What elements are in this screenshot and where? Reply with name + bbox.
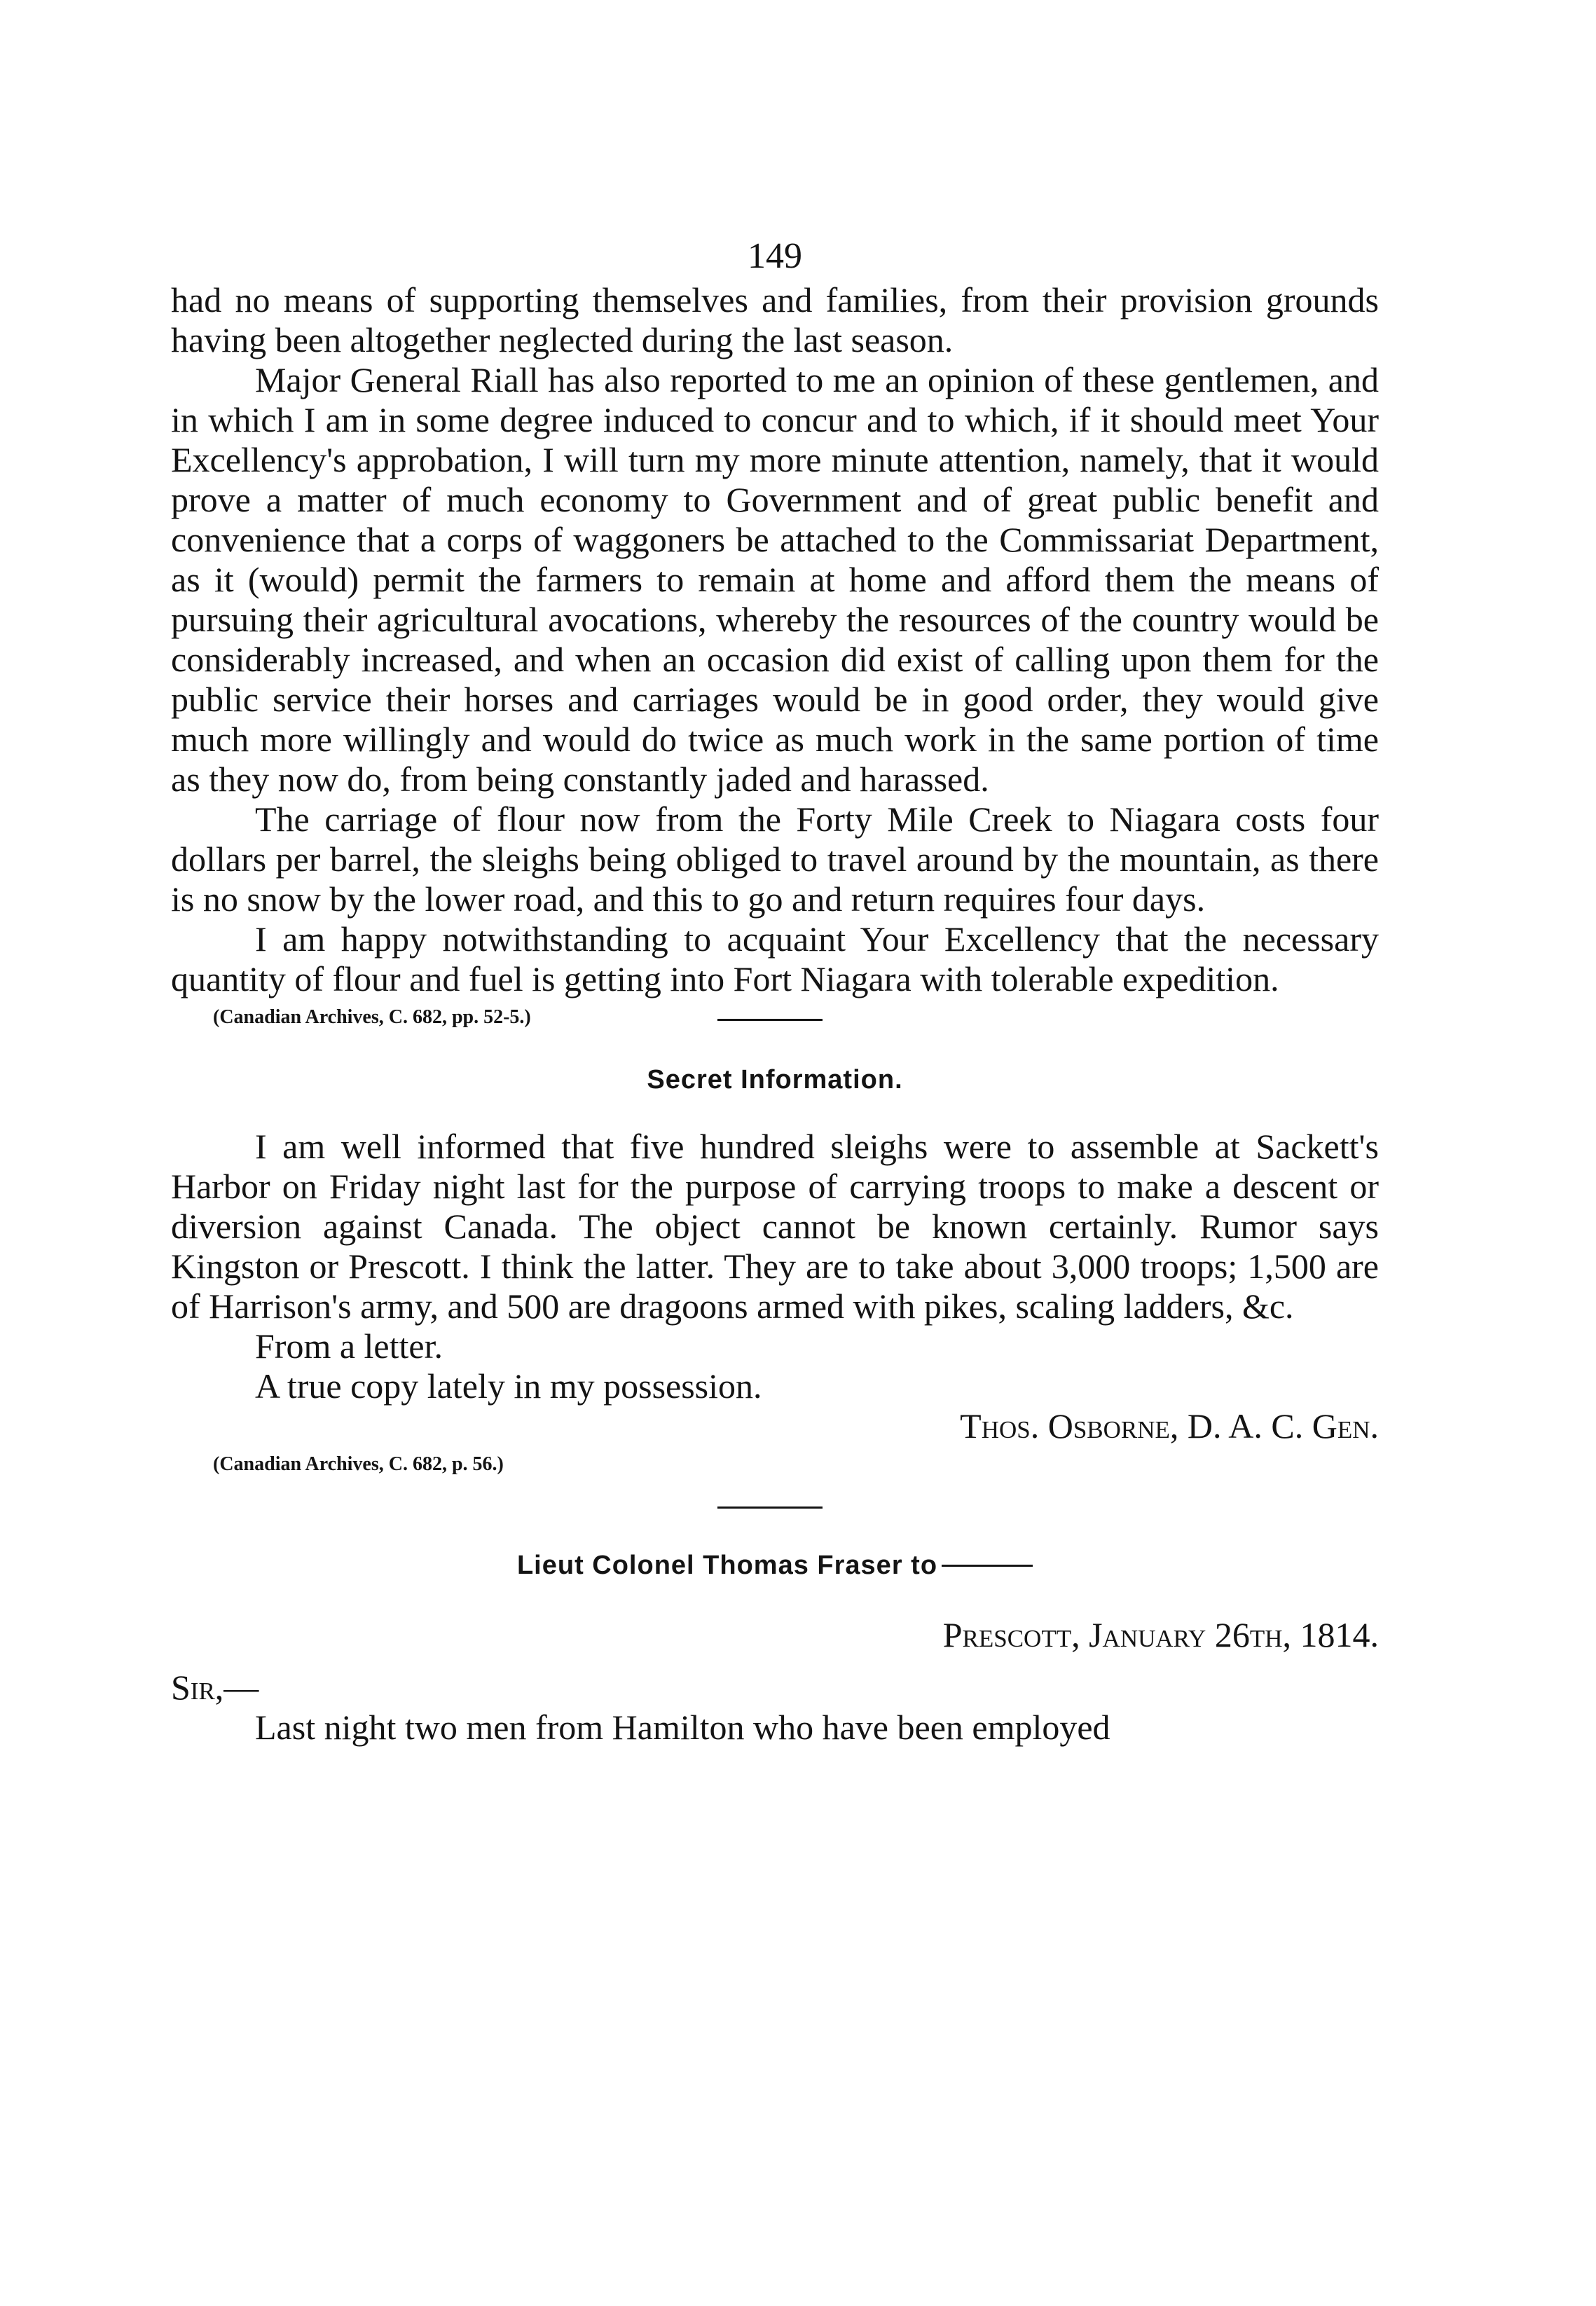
salutation: Sir,—: [171, 1668, 259, 1707]
signature: Thos. Osborne, D. A. C. Gen.: [960, 1406, 1379, 1446]
paragraph-last-night: Last night two men from Hamilton who have been employed: [255, 1708, 1110, 1747]
section-divider: [717, 1019, 823, 1021]
paragraph-from-letter: From a letter.: [255, 1326, 443, 1366]
section-heading-secret-information: Secret Information.: [647, 1065, 903, 1094]
page-number: 149: [748, 236, 802, 276]
archive-citation: (Canadian Archives, C. 682, pp. 52-5.): [213, 1006, 531, 1028]
paragraph-flour-carriage: The carriage of flour now from the Forty Mile Creek to Niagara costs four dollars per barrel, the sleighs being obliged to travel around by the mountain, as there is no snow by the lower road, and this to go and return requires four days.: [171, 799, 1379, 919]
document-page: [171, 0, 1379, 2306]
section-heading-fraser: [171, 1542, 1379, 1586]
paragraph-sleighs: I am well informed that five hundred sleighs were to assemble at Sackett's Harbor on Friday night last for the purpose of carrying troops to make a descent or diversion against Canada. The object cannot be known certainly. Rumor says Kingston or Prescott. I think the latter. They are to take about 3,000 troops; 1,500 are of Harrison's army, and 500 are dragoons armed with pikes, scaling ladders, &c.: [171, 1127, 1379, 1326]
dateline: Prescott, January 26th, 1814.: [942, 1615, 1379, 1654]
letter-heading-text: Lieut Colonel Thomas Fraser to: [516, 1551, 938, 1580]
body-text: [171, 280, 1379, 1748]
paragraph-riall-report: Major General Riall has also reported to me an opinion of these gentlemen, and in which I am in some degree induced to concur and to which, if it should meet Your Excellency's approbation, I will turn my more minute attention, namely, that it would prove a matter of much economy to Government and of great public benefit and convenience that a corps of waggoners be attached to the Commissariat Department, as it (would) permit the farmers to remain at home and afford them the means of pursuing their agricultural avocations, whereby the resources of the country would be considerably increased, and when an occasion did exist of calling upon them for the public service their horses and carriages would be in good order, they would give much more willingly and would do twice as much work in the same portion of time as they now do, from being constantly jaded and harassed.: [171, 360, 1379, 799]
paragraph-true-copy: A true copy lately in my possession.: [255, 1366, 762, 1406]
paragraph-continuation: had no means of supporting themselves and families, from their provision grounds having been altogether neglected during the last season.: [171, 280, 1379, 359]
archive-citation: (Canadian Archives, C. 682, p. 56.): [213, 1453, 504, 1475]
heading-dash: [942, 1565, 1033, 1567]
section-divider: [717, 1507, 823, 1509]
paragraph-fort-niagara: I am happy notwithstanding to acquaint Your Excellency that the necessary quantity of flour and fuel is getting into Fort Niagara with tolerable expedition.: [171, 919, 1379, 998]
